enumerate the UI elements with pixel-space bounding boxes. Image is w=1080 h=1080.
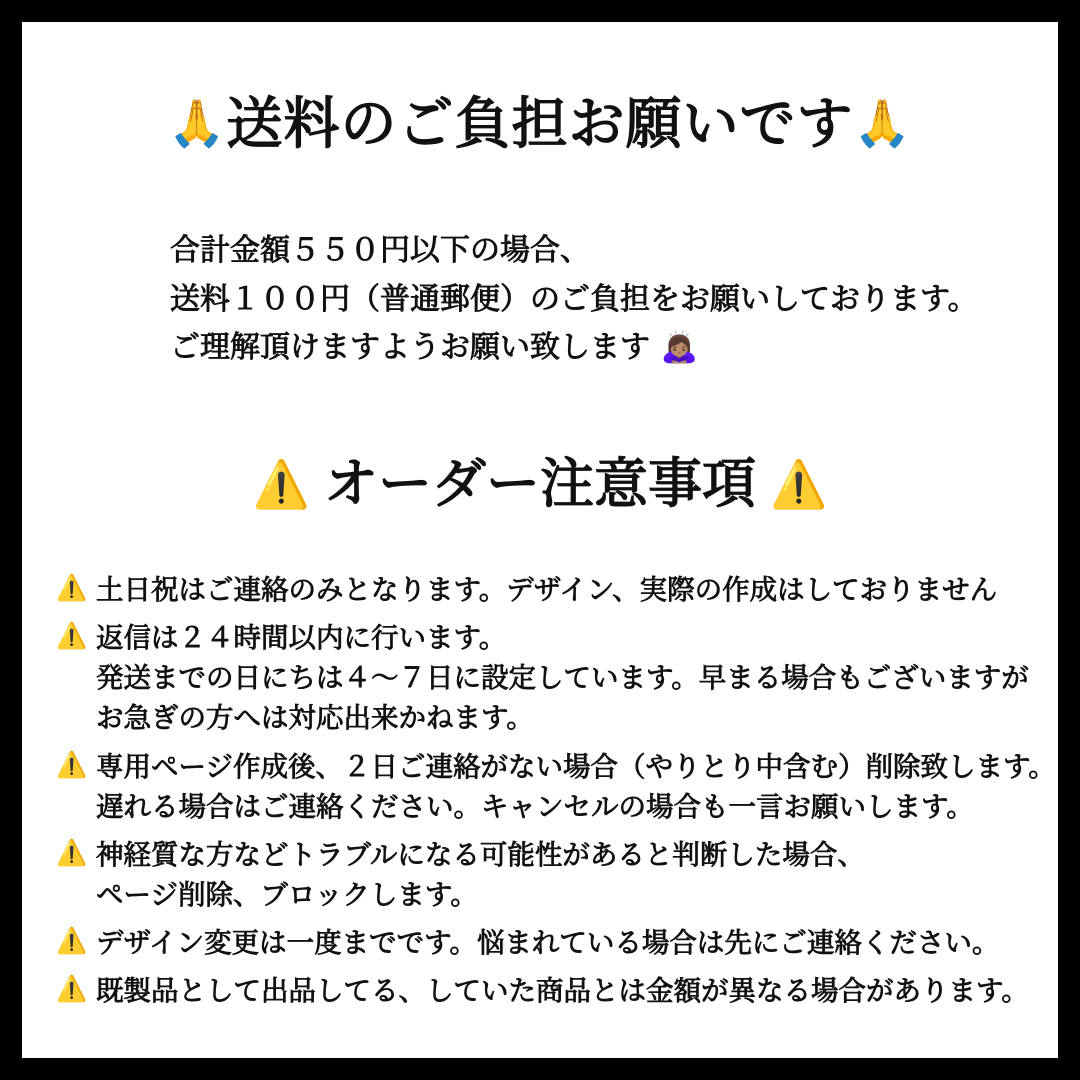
note-text: デザイン変更は一度までです。悩まれている場合は先にご連絡ください。 xyxy=(96,927,1000,960)
warning-icon: ⚠️ xyxy=(56,621,88,651)
note-text: 既製品として出品してる、していた商品とは金額が異なる場合があります。 xyxy=(96,975,1029,1008)
list-item xyxy=(56,971,1036,1011)
warning-icon: ⚠️ xyxy=(56,926,88,956)
praying-hands-icon: 🙏 xyxy=(168,96,227,150)
warning-icon: ⚠️ xyxy=(56,749,88,779)
shipping-body-line: 送料１００円（普通郵便）のご負担をお願いしております。 xyxy=(170,281,978,317)
note-text: お急ぎの方へは対応出来かねます。 xyxy=(96,702,534,735)
order-notes-heading-text: オーダー注意事項 xyxy=(324,452,756,515)
shipping-body-line: ご理解頂けますようお願い致します 🙇🏽‍♀️ xyxy=(170,330,698,366)
shipping-heading xyxy=(22,94,1058,156)
shipping-heading-text: 送料のご負担お願いです xyxy=(226,92,854,157)
list-item xyxy=(56,747,1056,827)
order-notes-list xyxy=(56,570,1056,1019)
note-text: 専用ページ作成後、２日ご連絡がない場合（やりとり中含む）削除致します。 xyxy=(96,750,1056,783)
notice-card xyxy=(22,22,1058,1058)
note-text: 土日祝はご連絡のみとなります。デザイン、実際の作成はしておりません xyxy=(96,574,998,606)
note-text: 遅れる場合はご連絡ください。キャンセルの場合も一言お願いします。 xyxy=(96,790,974,823)
list-item xyxy=(56,570,1036,610)
note-text: 返信は２４時間以内に行います。 xyxy=(96,622,507,655)
warning-icon: ⚠️ xyxy=(770,457,828,511)
list-item xyxy=(56,923,1036,963)
note-text: ページ削除、ブロックします。 xyxy=(96,878,478,911)
list-item xyxy=(56,618,1036,738)
warning-icon: ⚠️ xyxy=(56,837,88,867)
warning-icon: ⚠️ xyxy=(56,573,88,602)
shipping-body xyxy=(170,227,1030,373)
order-notes-heading xyxy=(22,454,1058,513)
shipping-body-line: 合計金額５５０円以下の場合、 xyxy=(170,233,590,268)
note-text: 発送までの日にちは４〜７日に設定しています。早まる場合もございますが xyxy=(96,662,1029,695)
praying-hands-icon: 🙏 xyxy=(853,96,912,150)
warning-icon: ⚠️ xyxy=(56,974,88,1004)
warning-icon: ⚠️ xyxy=(252,457,310,511)
list-item xyxy=(56,835,1036,915)
note-text: 神経質な方などトラブルになる可能性があると判断した場合、 xyxy=(96,838,865,871)
